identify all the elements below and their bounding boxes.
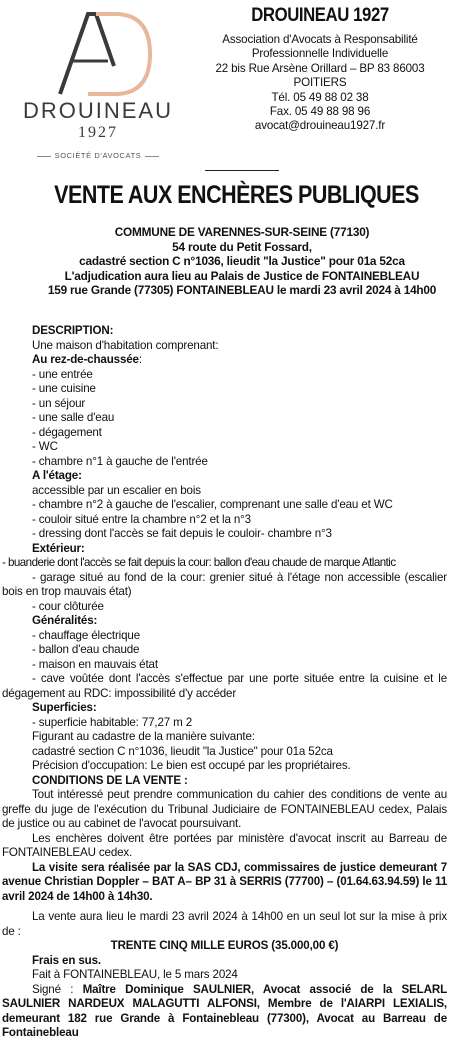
list-item: - dressing dont l'accès se fait depuis le couloir- chambre n°3 [32,527,332,540]
firm-header [186,4,454,134]
description-intro: Une maison d'habitation comprenant: [32,338,219,352]
generalites-heading: Généralités: [32,614,98,627]
subheader-line: 159 rue Grande (77305) FONTAINEBLEAU le mardi 23 avril 2024 à 14h00 [47,283,437,298]
list-item: - buanderie dont l'accès se fait depuis la cour: ballon d'eau chaude de marque Atlantic [2,556,396,569]
logo-subtitle: SOCIÉTÉ D'AVOCATS [18,151,178,160]
fees-note: Frais en sus. [32,953,101,967]
list-item: - dégagement [32,425,102,439]
list-item: - cave voûtée dont l'accès s'effectue par une porte située entre la cuisine et le dégagement au RDC: impossibilité d'y accéder [2,672,447,700]
list-item: - couloir situé entre la chambre n°2 et la n°3 [32,512,251,526]
list-item: - une cuisine [32,382,96,395]
logo-monogram-icon [18,6,178,101]
list-item: - chambre n°1 à gauche de l'entrée [32,454,208,468]
done-at: Fait à FONTAINEBLEAU, le 5 mars 2024 [32,968,238,981]
list-item: - garage situé au fond de la cour: grenier situé à l'étage non accessible (escalier bois en trop mauvais état) [2,570,447,598]
starting-price: TRENTE CINQ MILLE EUROS (35.000,00 €) [110,939,339,952]
list-item: - chauffage électrique [32,628,140,642]
property-subheader [22,225,462,298]
list-item: - chambre n°2 à gauche de l'escalier, comprenant une salle d'eau et WC [32,498,393,511]
superficies-heading: Superficies: [32,701,97,714]
list-item: - une salle d'eau [32,411,115,424]
notice-title: VENTE AUX ENCHÈRES PUBLIQUES [54,181,419,209]
subheader-line: cadastré section C n°1036, lieudit "la Justice" pour 01a 52ca [79,254,405,269]
logo-brand: DROUINEAU [22,98,173,123]
firm-line: Association d'Avocats à Responsabilité [222,33,418,46]
visit-paragraph: La visite sera réalisée par la SAS CDJ, commissaires de justice demeurant 7 avenue Christian Doppler – BAT A– BP 31 à SERRIS (77700) – (01.64.63.94.59) le 11 avril 2024 de 14h00 à 14h30. [2,860,447,903]
notice-body [2,324,447,1041]
firm-name: DROUINEAU 1927 [251,4,389,26]
sale-line: La vente aura lieu le mardi 23 avril 2024 à 14h00 en un seul lot sur la mise à prix de : [2,910,447,938]
signature: Signé : Maître Dominique SAULNIER, Avocat associé de la SELARL SAULNIER NARDEUX MALAGUTTI ALFONSI, Membre de l'AIARPI LEXIALIS, demeurant 182 rue Grande à Fontainebleau (77300), Avocat au Barreau de Fontainebleau [2,982,447,1039]
firm-email: avocat@drouineau1927.fr [254,119,386,133]
conditions-paragraph: Les enchères doivent être portées par ministère d'avocat inscrit au Barreau de FONTAINEBLEAU cedex. [2,831,447,859]
exterieur-heading: Extérieur: [32,541,85,555]
etage-intro: accessible par un escalier en bois [32,483,201,497]
divider [205,170,279,171]
subheader-line: 54 route du Petit Fossard, [172,239,312,254]
firm-city: POITIERS [293,76,347,90]
list-item: - ballon d'eau chaude [32,643,140,656]
firm-fax: Fax. 05 49 88 98 96 [269,105,371,119]
conditions-paragraph: Tout intéressé peut prendre communication du cahier des conditions de vente au greffe du juge de l'exécution du Tribunal Judiciaire de FONTAINEBLEAU cedex, Palais de justice ou au cabinet de l'avocat poursuivant. [2,788,447,830]
firm-address: 22 bis Rue Arsène Orillard – BP 83 86003 [215,61,425,75]
logo-year: 1927 [78,124,118,141]
list-item: cadastré section C n°1036, lieudit "la Justice" pour 01a 52ca [32,744,333,758]
subheader-line: L'adjudication aura lieu au Palais de Justice de FONTAINEBLEAU [64,268,420,283]
subheader-line: COMMUNE DE VARENNES-SUR-SEINE (77130) [114,225,370,239]
etage-heading: A l'étage: [32,469,82,482]
list-item: - une entrée [32,367,93,381]
firm-logo [18,6,178,166]
rdc-heading: Au rez-de-chaussée: [32,353,142,366]
list-item: - superficie habitable: 77,27 m 2 [32,715,193,729]
firm-phone: Tél. 05 49 88 02 38 [271,90,369,104]
description-heading: DESCRIPTION: [32,324,114,337]
list-item: - un séjour [32,396,86,410]
firm-line: Professionnelle Individuelle [251,47,389,61]
list-item: - cour clôturée [32,599,104,613]
conditions-heading: CONDITIONS DE LA VENTE : [32,773,188,787]
list-item: - maison en mauvais état [32,657,158,671]
list-item: Précision d'occupation: Le bien est occupé par les propriétaires. [32,759,351,772]
list-item: Figurant au cadastre de la manière suivante: [32,730,255,743]
list-item: - WC [32,440,58,453]
